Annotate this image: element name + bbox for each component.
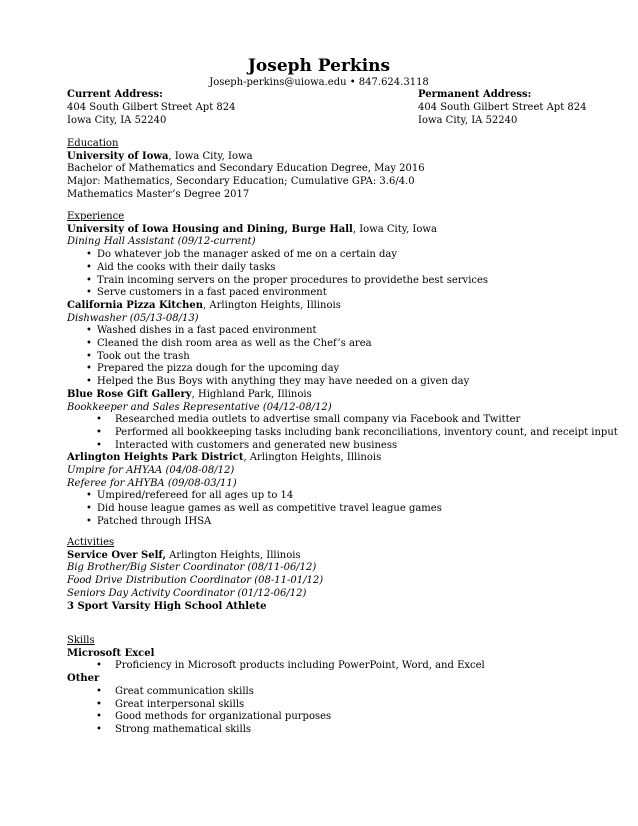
job-bullets xyxy=(67,490,587,528)
education-section xyxy=(67,138,587,202)
bullet-item: • Did house league games as well as competitive travel league games xyxy=(67,503,587,516)
skill-item: • Strong mathematical skills xyxy=(67,724,587,737)
bullet-item: • Researched media outlets to advertise small company via Facebook and Twitter xyxy=(67,414,587,427)
education-heading: Education xyxy=(67,138,119,149)
job-role: Dishwasher (05/13-08/13) xyxy=(67,312,199,324)
job-title-line xyxy=(67,224,587,237)
education-degree: Bachelor of Mathematics and Secondary Education Degree, May 2016 xyxy=(67,163,425,175)
activity-role: Big Brother/Big Sister Coordinator (08/11-06/12) xyxy=(67,562,317,574)
activity-org: Service Over Self, xyxy=(67,549,166,561)
activity-role: Food Drive Distribution Coordinator (08-11-01/12) xyxy=(67,575,324,587)
skill-item: • Proficiency in Microsoft products including PowerPoint, Word, and Excel xyxy=(67,660,587,673)
permanent-address-line2: Iowa City, IA 52240 xyxy=(418,115,518,126)
bullet-item: • Serve customers in a fast paced environment xyxy=(67,287,587,300)
job-location: , Arlington Heights, Illinois xyxy=(243,452,382,464)
bullet-item: • Do whatever job the manager asked of me on a certain day xyxy=(67,249,587,262)
job-bullets xyxy=(67,249,587,300)
bullet-item: • Washed dishes in a fast paced environment xyxy=(67,325,587,338)
job-title-line xyxy=(67,452,587,465)
current-address-line1: 404 South Gilbert Street Apt 824 xyxy=(67,102,236,113)
job-bullets xyxy=(67,414,618,452)
job-role: Referee for AHYBA (09/08-03/11) xyxy=(67,477,237,489)
athlete-line: 3 Sport Varsity High School Athlete xyxy=(67,600,267,612)
activities-heading: Activities xyxy=(67,537,115,548)
skills-section xyxy=(67,635,587,737)
job-role: Bookkeeper and Sales Representative (04/12-08/12) xyxy=(67,401,332,413)
job-location: , Arlington Heights, Illinois xyxy=(203,299,341,311)
candidate-name: Joseph Perkins xyxy=(247,56,391,76)
skills-heading: Skills xyxy=(67,635,95,646)
skill-item: • Great communication skills xyxy=(67,686,587,699)
bullet-item: • Umpired/refereed for all ages up to 14 xyxy=(67,490,587,503)
job-bullets xyxy=(67,325,587,389)
activity-role: Seniors Day Activity Coordinator (01/12-06/12) xyxy=(67,587,307,599)
bullet-item: • Interacted with customers and generated new business xyxy=(67,440,587,453)
job-role: Dining Hall Assistant (09/12-current) xyxy=(67,236,256,248)
skill-list xyxy=(67,686,587,737)
bullet-item: • Helped the Bus Boys with anything they may have needed on a given day xyxy=(67,376,587,389)
bullet-item: • Train incoming servers on the proper procedures to providethe best services xyxy=(67,275,587,288)
permanent-address xyxy=(418,88,587,127)
bullet-item: • Patched through IHSA xyxy=(67,516,587,529)
job-org: Arlington Heights Park District xyxy=(67,452,244,464)
skill-item: • Good methods for organizational purposes xyxy=(67,711,587,724)
job-org: California Pizza Kitchen xyxy=(67,299,204,311)
activity-title-line xyxy=(67,550,587,563)
job-title-line xyxy=(67,389,587,402)
contact-line: Joseph-perkins@uiowa.edu • 847.624.3118 xyxy=(209,77,429,88)
education-school xyxy=(67,151,587,164)
job-location: , Iowa City, Iowa xyxy=(352,223,437,235)
permanent-address-label: Permanent Address: xyxy=(418,89,532,100)
school-location: , Iowa City, Iowa xyxy=(168,150,253,162)
skill-group-title: Other xyxy=(67,673,100,685)
current-address-line2: Iowa City, IA 52240 xyxy=(67,115,167,126)
experience-heading: Experience xyxy=(67,211,125,222)
job-role: Umpire for AHYAA (04/08-08/12) xyxy=(67,465,235,477)
education-major: Major: Mathematics, Secondary Education; Cumulative GPA: 3.6/4.0 xyxy=(67,176,415,188)
job-location: , Highland Park, Illinois xyxy=(191,388,312,400)
bullet-item: • Took out the trash xyxy=(67,351,587,364)
bullet-item: • Aid the cooks with their daily tasks xyxy=(67,262,587,275)
job-org: University of Iowa Housing and Dining, Burge Hall xyxy=(67,223,353,235)
bullet-item: • Cleaned the dish room area as well as the Chef’s area xyxy=(67,338,587,351)
job-org: Blue Rose Gift Gallery xyxy=(67,388,192,400)
bullet-item: • Performed all bookkeeping tasks including bank reconciliations, inventory count, and receipt input xyxy=(67,427,587,440)
skill-list xyxy=(67,660,587,673)
job-title-line xyxy=(67,300,587,313)
permanent-address-line1: 404 South Gilbert Street Apt 824 xyxy=(418,102,587,113)
activity-location: Arlington Heights, Illinois xyxy=(165,549,301,561)
skill-group-title: Microsoft Excel xyxy=(67,647,155,659)
education-masters: Mathematics Master’s Degree 2017 xyxy=(67,188,250,200)
bullet-item: • Prepared the pizza dough for the upcoming day xyxy=(67,363,587,376)
school-name: University of Iowa xyxy=(67,150,169,162)
current-address xyxy=(67,88,236,127)
activities-section xyxy=(67,537,587,613)
skill-item: • Great interpersonal skills xyxy=(67,699,587,712)
experience-section xyxy=(67,211,618,529)
current-address-label: Current Address: xyxy=(67,89,163,100)
